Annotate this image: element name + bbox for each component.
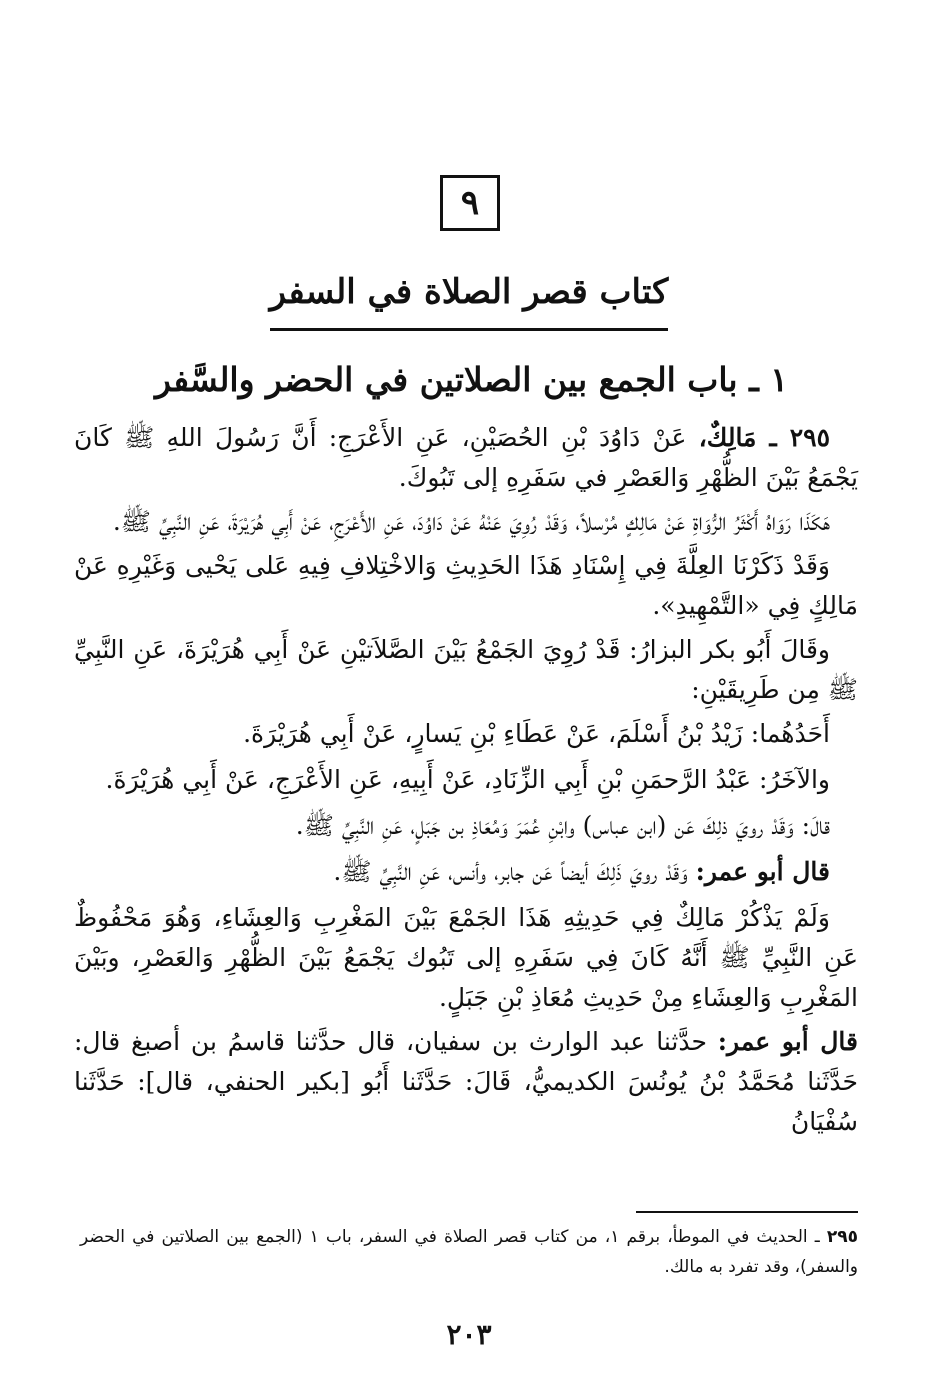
footnote-text: ـ الحديث في الموطأ، برقم ١، من كتاب قصر الصلاة في السفر، باب ١ (الجمع بين الصلاتين في الحضر والسفر)، وقد تفرد به مالك. — [80, 1227, 858, 1277]
section-title: ١ ـ باب الجمع بين الصلاتين في الحضر والسَّفر — [155, 360, 788, 399]
paragraph-text: حدَّثنا عبد الوارث بن سفيان، قال حدَّثنا قاسمُ بن أصبغ قال: حَدَّثَنا مُحَمَّدُ بْنُ يُونُسَ الكديميُّ، قَالَ: حَدَّثَنا أَبُو [بكير الحنفي، قال]: حَدَّثَنا سُفْيَانُ — [74, 1027, 858, 1136]
hadith-paragraph — [74, 418, 858, 498]
hadith-number-lead: ٢٩٥ ـ مَالِكٌ، — [698, 423, 831, 452]
chain-item: قالَ: وَقَدْ رويَ ذلِكَ عَن (ابن عباس) وابْنِ عُمَرَ وَمُعَاذِ بن جَبَلٍ، عَنِ النَّبِيِّ ﷺ. — [295, 811, 830, 840]
main-text — [74, 418, 858, 1146]
chapter-number-box — [440, 175, 500, 231]
isnad-paragraph — [74, 1022, 858, 1142]
footnote — [80, 1222, 858, 1282]
chapter-title — [0, 262, 938, 331]
paragraph-text: وَقَدْ رويَ ذَلِكَ أيضاً عَن جابر، وأنس، عَنِ النَّبِيِّ ﷺ. — [333, 857, 696, 886]
commentary-paragraph: هَكَذَا رَوَاهُ أَكْثَرُ الرُّوَاةِ عَنْ مَالِكٍ مُرْسلاً، وَقَدْ رُوِيَ عَنْهُ عَنْ دَاوُدَ، عَنِ الأَعْرَجِ، عَنْ أَبِي هُرَيْرَةَ، عَنِ النَّبِيِّ ﷺ. — [112, 507, 830, 536]
commentary-paragraph: وَقَدْ ذَكَرْنَا العِلَّةَ فِي إِسْنَادِ هَذَا الحَدِيثِ وَالاخْتِلافِ فِيهِ عَلى يَحْيى وَغَيْرِهِ عَنْ مَالِكٍ فِي «التَّمْهِيدِ». — [74, 551, 858, 620]
chapter-title-text: كتاب قصر الصلاة في السفر — [270, 262, 669, 331]
page-number: ٢٠٣ — [446, 1318, 492, 1351]
commentary-paragraph: وقَالَ أَبُو بكر البزارُ: قَدْ رُوِيَ الجَمْعُ بَيْنَ الصَّلاَتيْنِ عَنْ أَبِي هُرَيْرَةَ، عَنِ النَّبِيِّ ﷺ مِن طَرِيقَيْنِ: — [74, 635, 858, 704]
chapter-number: ٩ — [460, 183, 480, 223]
speaker-lead: قال أبو عمر: — [717, 1027, 858, 1056]
chain-item: والآخَرُ: عَبْدُ الرَّحمَنِ بْنِ أَبِي الزِّنَادِ، عَنْ أَبِيهِ، عَنِ الأَعْرَجِ، عَنْ أَبِي هُرَيْرَةَ. — [105, 765, 830, 794]
footnote-divider — [636, 1211, 858, 1213]
chain-item: أَحَدُهُما: زَيْدُ بْنُ أَسْلَمَ، عَنْ عَطَاءِ بْنِ يَسارٍ، عَنْ أَبِي هُرَيْرَةَ. — [243, 719, 830, 748]
abu-umar-paragraph — [74, 852, 858, 892]
commentary-paragraph: وَلَمْ يَذْكُرْ مَالِكٌ فِي حَدِيثِهِ هَذَا الجَمْعَ بَيْنَ المَغْرِبِ وَالعِشَاءِ، وَهُوَ مَحْفُوظٌ عَنِ النَّبِيِّ ﷺ أَنَّهُ كَانَ فِي سَفَرِهِ إلى تَبُوك يَجْمَعُ بَيْنَ الظُّهْرِ وَالعَصْرِ، وبَيْنَ المَغْرِبِ وَالعِشَاءِ مِنْ حَدِيثِ مُعَاذِ بْنِ جَبَلٍ. — [74, 903, 858, 1012]
speaker-lead: قال أبو عمر: — [695, 857, 830, 886]
footnote-number: ٢٩٥ — [826, 1227, 858, 1247]
hadith-text: عَنْ دَاوُدَ بْنِ الحُصَيْنِ، عَنِ الأَعْرَجِ: أَنَّ رَسُولَ اللهِ ﷺ كَانَ يَجْمَعُ بَيْنَ الظُّهْرِ وَالعَصْرِ في سَفَرِهِ إلى تَبُوكَ. — [74, 423, 858, 492]
